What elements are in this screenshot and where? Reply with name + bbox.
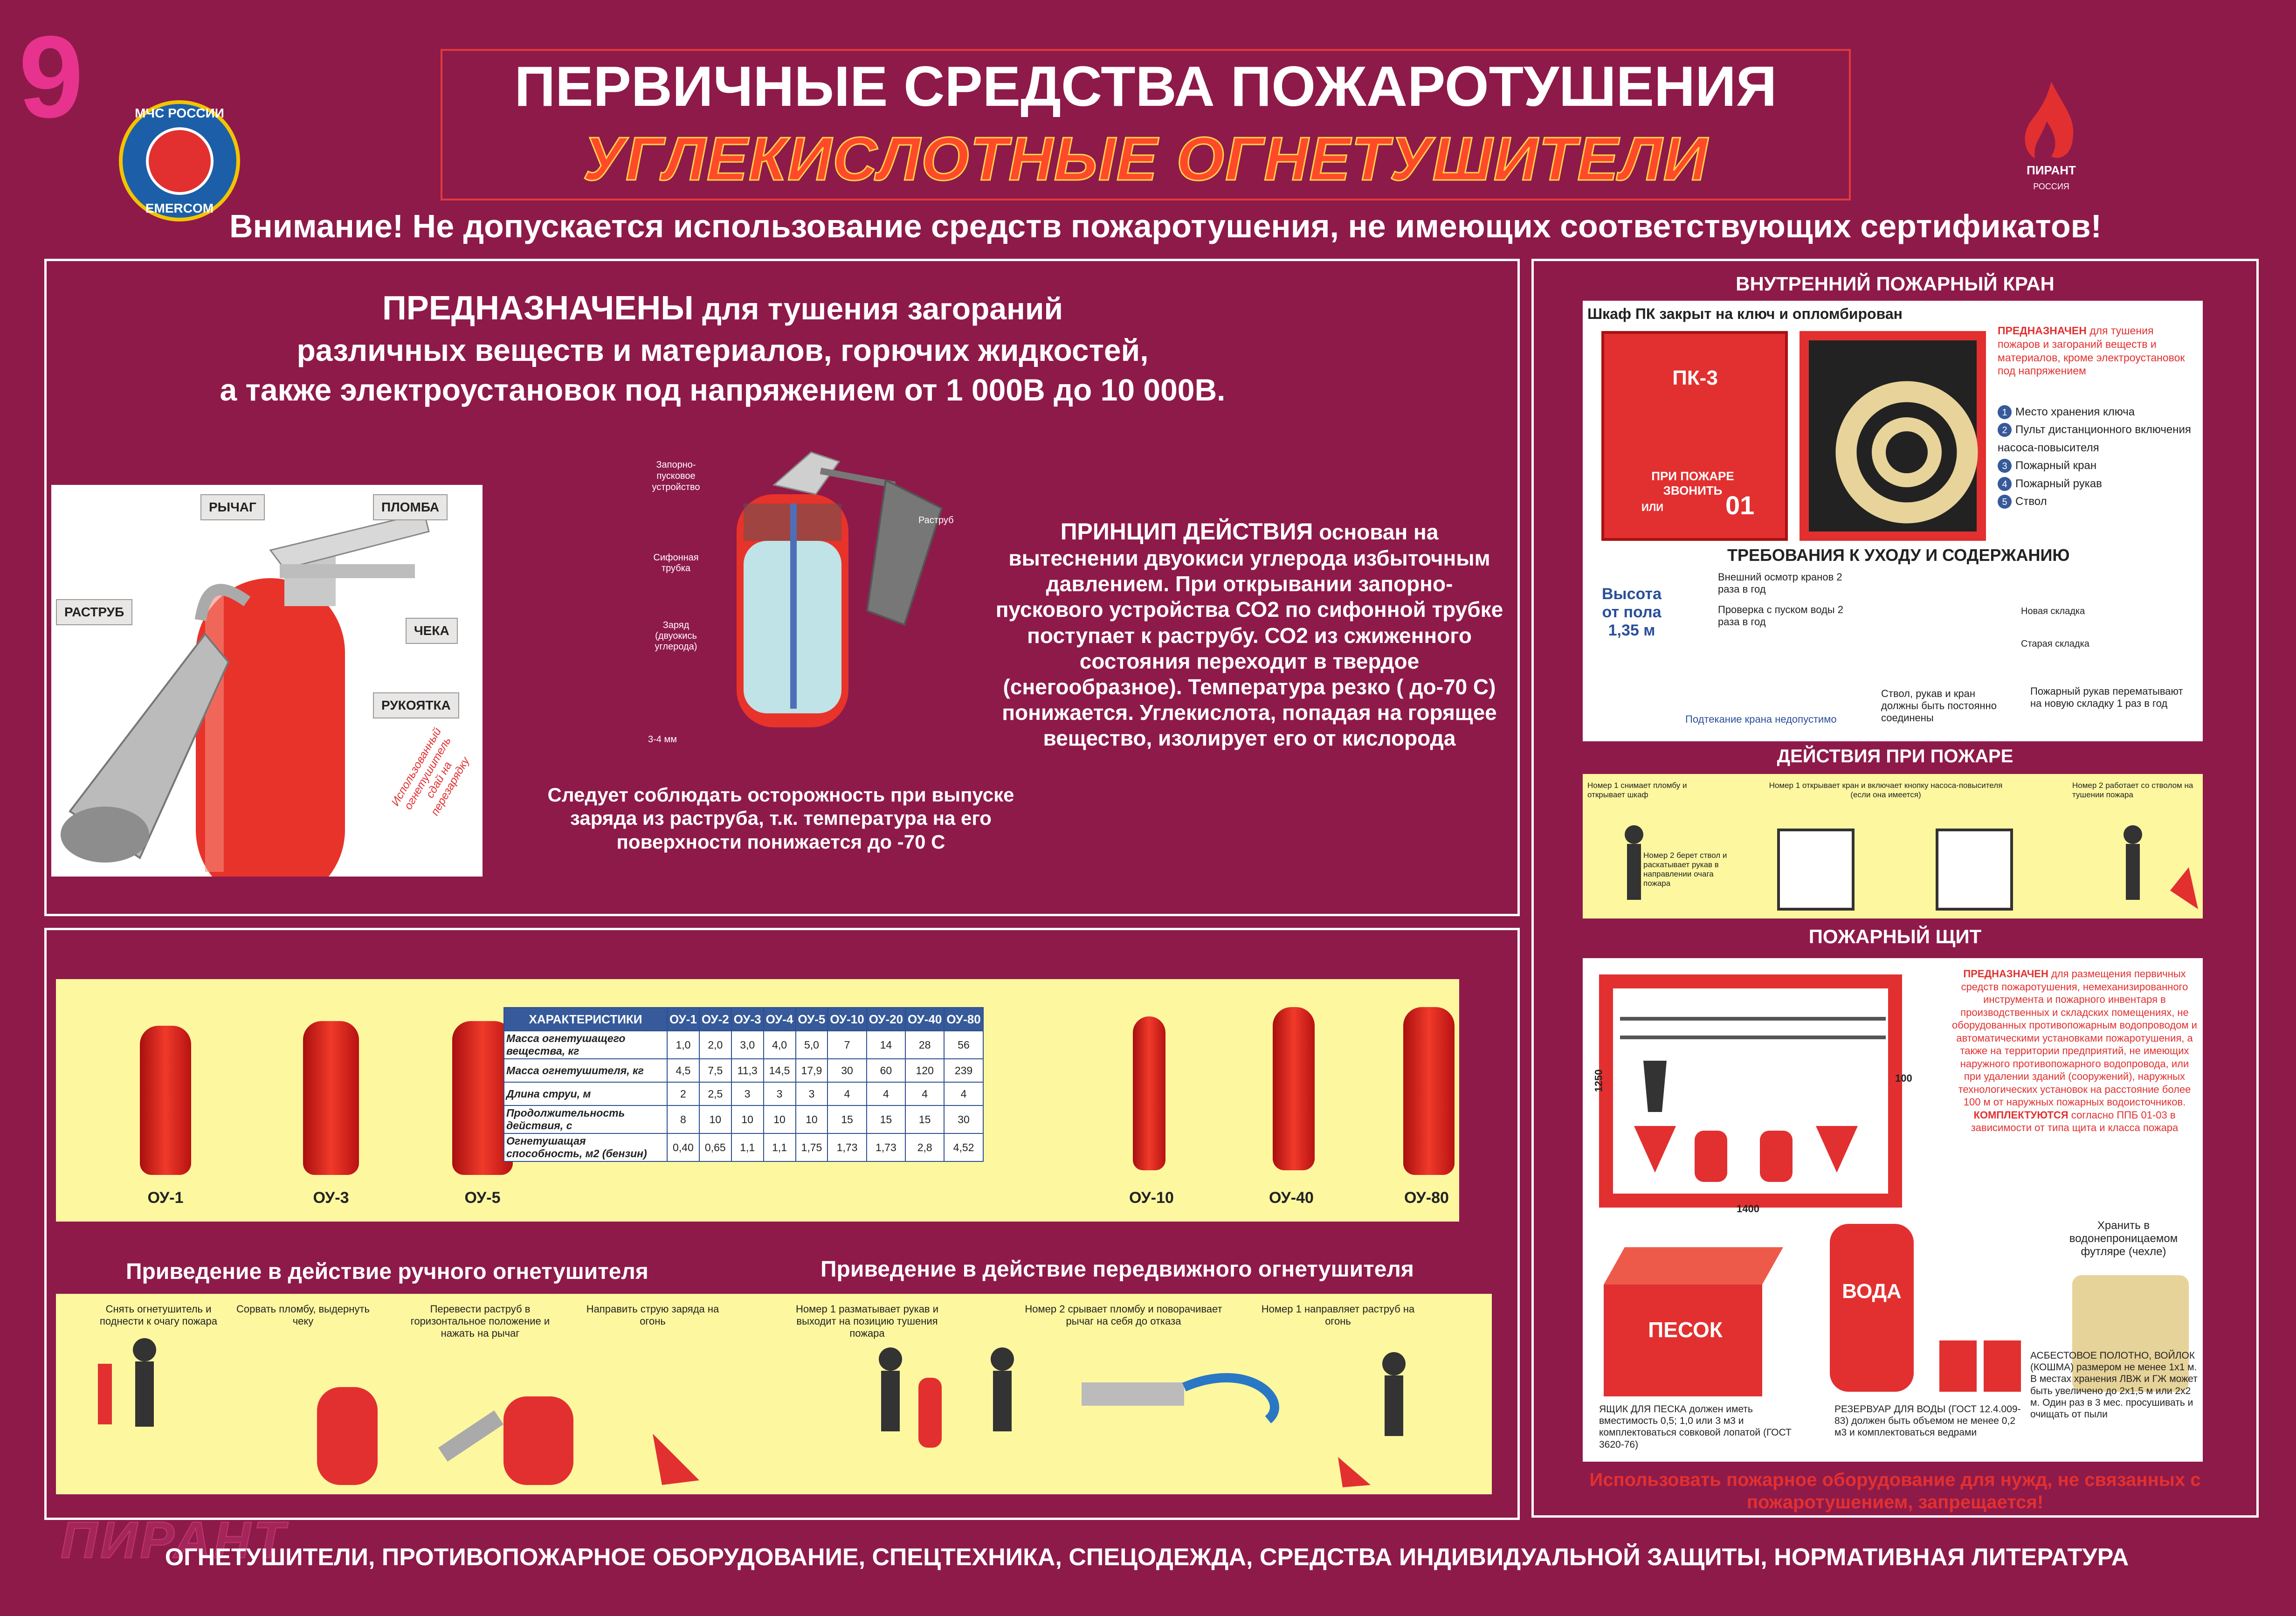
care-item-3: Новая складка <box>2021 606 2085 616</box>
fire-board-title: ПОЖАРНЫЙ ЩИТ <box>1808 925 1982 947</box>
board-purpose <box>1951 967 2198 1134</box>
operation-illustrations <box>56 1294 1492 1494</box>
manual-step-1: Снять огнетушитель и поднести к очагу пожара <box>99 1303 217 1327</box>
spec-cell: 2,0 <box>699 1031 731 1059</box>
list-item: 4 Пожарный рукав <box>1998 475 2198 493</box>
label-bell: Раструб <box>918 515 954 525</box>
hydrant-items-list <box>1998 403 2198 511</box>
spec-cell: 0,40 <box>667 1133 699 1161</box>
care-item-4: Старая складка <box>2021 639 2089 649</box>
caution-text: Следует соблюдать осторожность при выпуске заряда из раструба, т.к. температура на его поверхности понижается до -70 С <box>547 784 1014 853</box>
mobile-step-2: Номер 2 срывает пломбу и поворачивает рычаг на себя до отказа <box>1025 1303 1222 1327</box>
principle-bold: ПРИНЦИП ДЕЙСТВИЯ <box>1060 518 1313 545</box>
spec-cell: 1,73 <box>867 1133 905 1161</box>
table-row <box>504 1059 983 1082</box>
spec-cell: 15 <box>827 1105 866 1133</box>
spec-cell: 2,8 <box>905 1133 944 1161</box>
spec-cell: 28 <box>905 1031 944 1059</box>
principle-body: основан на вытеснении двуокиси углерода избыточным давлением. При открывании запорно-пускового устройства СО2 по сифонной трубке поступает к раструбу. СО2 из сжиженного состояния переходит в твердое (снегообразное). Температура резко ( до-70 С) понижается. Углекислота, попадая на горящее вещество, изолирует его от кислорода <box>995 520 1503 751</box>
list-item: 3 Пожарный кран <box>1998 457 2198 475</box>
hydrant-purpose-bold: ПРЕДНАЗНАЧЕН <box>1998 325 2087 337</box>
hydrant-box <box>1583 301 2203 741</box>
model-ou5-label: ОУ-5 <box>464 1189 501 1207</box>
spec-row-name: Масса огнетушащего вещества, кг <box>504 1031 667 1059</box>
pirant-logo-sub: РОССИЯ <box>2033 182 2069 191</box>
misuse-warning: Использовать пожарное оборудование для нужд, не связанных с пожаротушением, запрещается! <box>1589 1470 2201 1512</box>
spec-cell: 56 <box>944 1031 983 1059</box>
spec-header-row <box>504 1008 983 1031</box>
table-row <box>504 1133 983 1161</box>
spec-cell: 0,65 <box>699 1133 731 1161</box>
label-seal: ПЛОМБА <box>373 494 448 520</box>
label-pin: ЧЕКА <box>406 618 458 644</box>
spec-row-name: Продолжительность действия, с <box>504 1105 667 1133</box>
purpose-line3: а также электроустановок под напряжением от 1 000В до 10 000В. <box>220 373 1226 407</box>
hydrant-purpose-body: для тушения пожаров и загораний веществ и материалов, кроме электроустановок под напряжением <box>1998 325 2185 377</box>
fire-action-4: Номер 2 работает со стволом на тушении пожара <box>2072 781 2193 799</box>
manual-step-4: Направить струю заряда на огонь <box>586 1303 719 1327</box>
logo-text-bottom: EMERCOM <box>145 201 214 215</box>
label-lever: РЫЧАГ <box>200 494 265 520</box>
page-number: 9 <box>19 12 84 142</box>
operation-steps-strip <box>56 1294 1492 1494</box>
extinguisher-ou40-icon <box>1273 1007 1315 1170</box>
list-item: 2 Пульт дистанционного включения насоса-повысителя <box>1998 423 2191 454</box>
spec-cell: 3 <box>764 1082 796 1105</box>
spec-cell: 30 <box>827 1059 866 1082</box>
model-ou3-label: ОУ-3 <box>313 1189 349 1207</box>
spec-cell: 4,52 <box>944 1133 983 1161</box>
care-item-5: Ствол, рукав и кран должны быть постоянно соединены <box>1881 688 1997 724</box>
fire-action-1: Номер 1 снимает пломбу и открывает шкаф <box>1587 781 1687 799</box>
spec-cell: 8 <box>667 1105 699 1133</box>
cabinet-note: Шкаф ПК закрыт на ключ и опломбирован <box>1587 305 1903 322</box>
extinguisher-ou3-icon <box>303 1021 359 1175</box>
board-equip-bold: КОМПЛЕКТУЮТСЯ <box>1973 1109 2068 1121</box>
spec-cell: 10 <box>796 1105 828 1133</box>
spec-cell: 1,1 <box>764 1133 796 1161</box>
care-title: ТРЕБОВАНИЯ К УХОДУ И СОДЕРЖАНИЮ <box>1727 546 2070 565</box>
spec-table <box>503 1007 984 1162</box>
pirant-logo-text: ПИРАНТ <box>2027 163 2076 177</box>
spec-cell: 14 <box>867 1031 905 1059</box>
spec-header-cell: ОУ-40 <box>905 1008 944 1031</box>
spec-cell: 1,0 <box>667 1031 699 1059</box>
extinguisher-diagram <box>51 485 483 877</box>
cabinet-or: ИЛИ <box>1641 502 1664 513</box>
hydrant-title: ВНУТРЕННИЙ ПОЖАРНЫЙ КРАН <box>1736 273 2055 295</box>
label-nozzle: РАСТРУБ <box>56 599 132 625</box>
care-item-2: Проверка с пуском воды 2 раза в год <box>1718 604 1843 628</box>
hydrant-cabinet-open <box>1800 331 1986 541</box>
manual-ops-title: Приведение в действие ручного огнетушителя <box>126 1259 648 1284</box>
table-row <box>504 1105 983 1133</box>
board-purpose-bold: ПРЕДНАЗНАЧЕН <box>1963 968 2048 980</box>
extinguisher-ou1-icon <box>140 1026 191 1175</box>
care-item-6: Пожарный рукав перематывают на новую складку 1 раз в год <box>2030 685 2183 709</box>
list-item: 5 Ствол <box>1998 493 2198 511</box>
spec-cell: 120 <box>905 1059 944 1082</box>
principle-text <box>993 518 1506 752</box>
spec-cell: 3 <box>731 1082 764 1105</box>
spec-header-cell: ОУ-4 <box>764 1008 796 1031</box>
spec-cell: 3 <box>796 1082 828 1105</box>
hose-reel-icon <box>1800 331 1986 541</box>
water-tank-label: ВОДА <box>1842 1280 1902 1303</box>
spec-cell: 4 <box>867 1082 905 1105</box>
spec-cell: 10 <box>731 1105 764 1133</box>
spec-cell: 1,73 <box>827 1133 866 1161</box>
table-row <box>504 1031 983 1059</box>
spec-cell: 1,1 <box>731 1133 764 1161</box>
model-ou1-label: ОУ-1 <box>147 1189 184 1207</box>
spec-cell: 1,75 <box>796 1133 828 1161</box>
footer-text: ОГНЕТУШИТЕЛИ, ПРОТИВОПОЖАРНОЕ ОБОРУДОВАНИЕ, СПЕЦТЕХНИКА, СПЕЦОДЕЖДА, СРЕДСТВА ИНДИВИДУАЛЬНОЙ ЗАЩИТЫ, НОРМАТИВНАЯ ЛИТЕРАТУРА <box>165 1544 2129 1571</box>
fire-action-2: Номер 2 берет ствол и раскатывает рукав в направлении очага пожара <box>1643 851 1727 888</box>
sand-box-text: ЯЩИК ДЛЯ ПЕСКА должен иметь вместимость 0,5; 1,0 или 3 м3 и комплектоваться совковой лопатой (ГОСТ 3620-76) <box>1599 1404 1792 1450</box>
label-handle: РУКОЯТКА <box>373 692 459 718</box>
spec-row-name: Масса огнетушителя, кг <box>504 1059 667 1082</box>
spec-header-cell: ОУ-1 <box>667 1008 699 1031</box>
spec-cell: 60 <box>867 1059 905 1082</box>
cabinet-call: ПРИ ПОЖАРЕ ЗВОНИТЬ <box>1651 469 1734 497</box>
spec-row-name: Огнетушащая способность, м2 (бензин) <box>504 1133 667 1161</box>
spec-cell: 7,5 <box>699 1059 731 1082</box>
spec-cell: 15 <box>867 1105 905 1133</box>
model-ou80-label: ОУ-80 <box>1404 1189 1449 1207</box>
spec-cell: 10 <box>699 1105 731 1133</box>
purpose-bold: ПРЕДНАЗНАЧЕНЫ <box>382 290 694 327</box>
sand-box-label: ПЕСОК <box>1648 1318 1723 1342</box>
fire-board-box <box>1583 958 2203 1462</box>
spec-row-name: Длина струи, м <box>504 1082 667 1105</box>
mchs-logo <box>119 100 240 221</box>
page-subtitle: УГЛЕКИСЛОТНЫЕ ОГНЕТУШИТЕЛИ <box>583 124 1709 193</box>
care-item-7: Подтекание крана недопустимо <box>1685 713 1837 725</box>
label-charge: Заряд (двуокись углерода) <box>655 620 697 652</box>
table-row <box>504 1082 983 1105</box>
care-item-1: Внешний осмотр кранов 2 раза в год <box>1718 571 1842 595</box>
spec-cell: 4,0 <box>764 1031 796 1059</box>
purpose-text <box>70 287 1375 410</box>
page-title: ПЕРВИЧНЫЕ СРЕДСТВА ПОЖАРОТУШЕНИЯ <box>514 55 1777 118</box>
spec-header-cell: ОУ-10 <box>827 1008 866 1031</box>
certificate-warning: Внимание! Не допускается использование средств пожаротушения, не имеющих соответствующих сертификатов! <box>229 208 2102 244</box>
manual-step-3: Перевести раструб в горизонтальное положение и нажать на рычаг <box>410 1303 550 1339</box>
spec-header-cell: ОУ-80 <box>944 1008 983 1031</box>
emblem-icon <box>146 127 214 195</box>
spec-header-cell: ХАРАКТЕРИСТИКИ <box>504 1008 667 1031</box>
list-item: 1 Место хранения ключа <box>1998 403 2198 421</box>
recharge-stamp: Использованный огнетушитель сдай на перезарядку <box>389 725 472 818</box>
pirant-logo <box>1995 77 2107 203</box>
logo-text-top: МЧС РОССИИ <box>135 106 224 120</box>
dim-height: 1250 <box>1593 1069 1605 1092</box>
manual-step-2: Сорвать пломбу, выдернуть чеку <box>236 1303 370 1327</box>
fire-actions-strip <box>1583 774 2203 918</box>
mobile-step-1: Номер 1 разматывает рукав и выходит на позицию тушения пожара <box>795 1303 939 1339</box>
cabinet-label: ПК-3 <box>1672 366 1718 389</box>
spec-cell: 15 <box>905 1105 944 1133</box>
dim-hook: 100 <box>1895 1072 1912 1084</box>
spec-cell: 10 <box>764 1105 796 1133</box>
spec-cell: 4 <box>905 1082 944 1105</box>
spec-cell: 239 <box>944 1059 983 1082</box>
spec-cell: 17,9 <box>796 1059 828 1082</box>
spec-header-cell: ОУ-2 <box>699 1008 731 1031</box>
purpose-line1: для тушения загораний <box>693 291 1063 326</box>
cabinet-number: 01 <box>1725 490 1755 520</box>
label-gap: 3-4 мм <box>648 734 677 745</box>
spec-cell: 5,0 <box>796 1031 828 1059</box>
model-ou10-label: ОУ-10 <box>1129 1189 1174 1207</box>
label-siphon: Сифонная трубка <box>653 552 699 573</box>
hydrant-purpose <box>1998 324 2198 378</box>
cutaway-diagram <box>643 443 1040 769</box>
mobile-step-3: Номер 1 направляет раструб на огонь <box>1261 1303 1415 1327</box>
fire-actions-title: ДЕЙСТВИЯ ПРИ ПОЖАРЕ <box>1777 746 2013 767</box>
water-tank-text: РЕЗЕРВУАР ДЛЯ ВОДЫ (ГОСТ 12.4.009-83) должен быть объемом не менее 0,2 м3 и комплектоваться ведрами <box>1834 1404 2021 1438</box>
spec-cell: 2,5 <box>699 1082 731 1105</box>
board-equip-body: согласно ППБ 01-03 в зависимости от типа щита и класса пожара <box>1971 1109 2179 1133</box>
hydrant-cabinet <box>1601 331 1788 541</box>
spec-header-cell: ОУ-20 <box>867 1008 905 1031</box>
height-label: Высота от пола 1,35 м <box>1602 585 1662 639</box>
spec-header-cell: ОУ-5 <box>796 1008 828 1031</box>
spec-header-cell: ОУ-3 <box>731 1008 764 1031</box>
models-strip <box>56 979 1459 1222</box>
spec-cell: 2 <box>667 1082 699 1105</box>
spec-cell: 4,5 <box>667 1059 699 1082</box>
storage-note: Хранить в водонепроницаемом футляре (чехле) <box>2069 1219 2178 1258</box>
label-valve: Запорно-пусковое устройство <box>652 460 700 492</box>
mobile-ops-title: Приведение в действие передвижного огнетушителя <box>820 1257 1414 1282</box>
extinguisher-ou10-icon <box>1133 1016 1165 1170</box>
spec-cell: 4 <box>944 1082 983 1105</box>
spec-cell: 11,3 <box>731 1059 764 1082</box>
blanket-text: АСБЕСТОВОЕ ПОЛОТНО, ВОЙЛОК (КОШМА) размером не менее 1х1 м. В местах хранения ЛВЖ и ГЖ может быть увеличено до 2х1,5 м или 2х2 м. Один раз в 3 мес. просушивать и очищать от пыли <box>2030 1350 2198 1420</box>
spec-cell: 7 <box>827 1031 866 1059</box>
extinguisher-ou80-icon <box>1403 1007 1455 1175</box>
fire-action-illustrations <box>1583 774 2203 918</box>
spec-cell: 30 <box>944 1105 983 1133</box>
fire-action-3: Номер 1 открывает кран и включает кнопку насоса-повысителя (если она имеется) <box>1769 781 2003 799</box>
model-ou40-label: ОУ-40 <box>1269 1189 1314 1207</box>
spec-cell: 14,5 <box>764 1059 796 1082</box>
board-purpose-body: для размещения первичных средств пожаротушения, немеханизированного инструмента и пожарного инвентаря в производственных и складских помещениях, не оборудованных противопожарным водопроводом и автоматическими установками пожаротушения, а также на территории предприятий, не имеющих наружного противопожарного водопровода, или при удалении зданий (сооружений), наружных технологических установок на расстояние более 100 м от наружных пожарных водоисточников. <box>1952 968 2197 1108</box>
spec-cell: 4 <box>827 1082 866 1105</box>
dim-width: 1400 <box>1737 1203 1759 1215</box>
spec-cell: 3,0 <box>731 1031 764 1059</box>
footer-brand: ПИРАНТ <box>61 1512 288 1569</box>
purpose-line2: различных веществ и материалов, горючих жидкостей, <box>296 332 1149 367</box>
